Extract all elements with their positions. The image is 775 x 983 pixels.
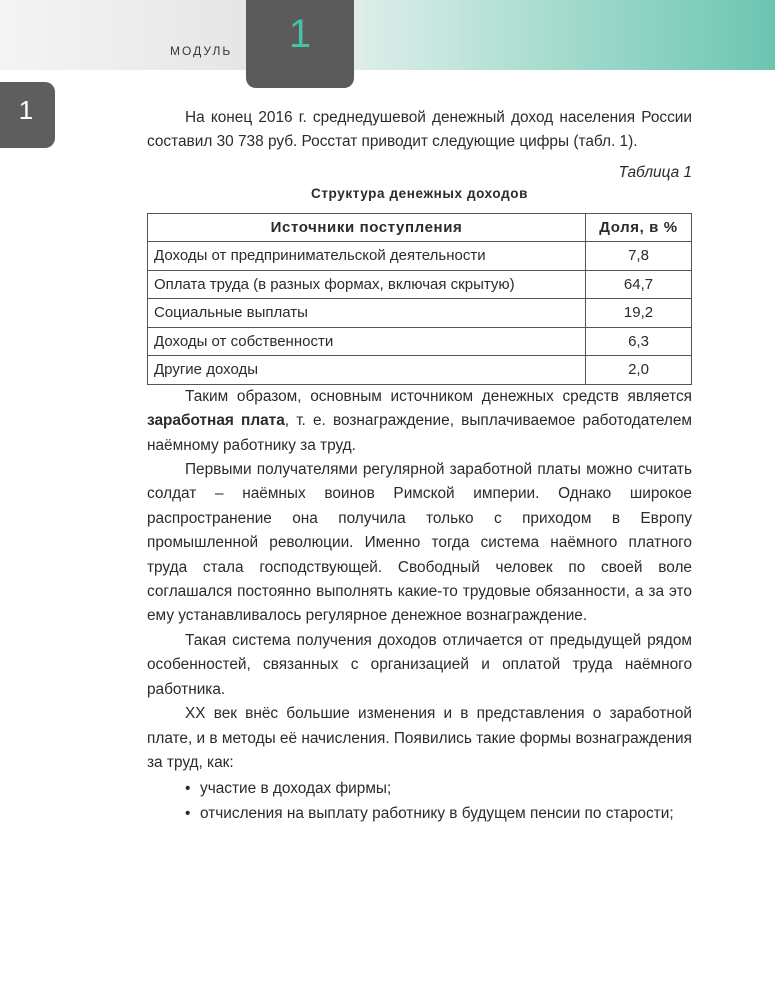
salary-paragraph-start: Таким образом, основным источником денежных средств является	[185, 387, 692, 405]
payment-forms-list	[185, 777, 692, 826]
table-row	[148, 299, 692, 328]
module-number: 1	[288, 12, 312, 56]
table-label: Таблица 1	[618, 163, 692, 181]
list-item: • отчисления на выплату работнику в будущем пенсии по старости;	[185, 802, 692, 826]
intro-paragraph: На конец 2016 г. среднедушевой денежный доход населения России составил 30 738 руб. Росстат приводит следующие цифры (табл. 1).	[147, 109, 692, 151]
header-band	[0, 0, 775, 70]
cell-source: Оплата труда (в разных формах, включая скрытую)	[148, 270, 586, 299]
list-item: • участие в доходах фирмы;	[185, 777, 692, 801]
salary-paragraph	[147, 385, 692, 458]
cell-share: 64,7	[586, 270, 692, 299]
table-row	[148, 327, 692, 356]
cell-share: 6,3	[586, 327, 692, 356]
table-row	[148, 242, 692, 271]
cell-source: Доходы от собственности	[148, 327, 586, 356]
cell-source: Доходы от предпринимательской деятельности	[148, 242, 586, 271]
twentieth-century-paragraph: XX век внёс большие изменения и в представления о заработной плате, и в методы её начисления. Появились такие формы вознаграждения за труд, как:	[147, 705, 692, 771]
table-row	[148, 356, 692, 385]
history-paragraph: Первыми получателями регулярной заработной платы можно считать солдат – наёмных воинов Римской империи. Однако широкое распространение она получила только с приходом в Европу промышленной революции. Именно тогда система наёмного платного труда стала господствующей. Свободный человек по своей воле соглашался постоянно выполнять какие-то трудовые обязанности, а за это ему устанавливалось регулярное денежное вознаграждение.	[147, 461, 692, 625]
salary-term: заработная плата	[147, 412, 285, 430]
income-table	[147, 213, 692, 385]
page-content	[147, 106, 692, 826]
table-row	[148, 270, 692, 299]
cell-source: Другие доходы	[148, 356, 586, 385]
column-header-share: Доля, в %	[586, 213, 692, 242]
column-header-source: Источники поступления	[148, 213, 586, 242]
side-page-tab	[0, 82, 55, 148]
cell-share: 2,0	[586, 356, 692, 385]
cell-share: 19,2	[586, 299, 692, 328]
table-header-row	[148, 213, 692, 242]
table-title: Структура денежных доходов	[311, 185, 528, 201]
salary-paragraph-end: , т. е. вознаграждение, выплачиваемое работодателем наёмному работнику за труд.	[147, 412, 693, 454]
side-tab-number: 1	[18, 95, 34, 125]
module-number-box	[246, 0, 354, 88]
cell-source: Социальные выплаты	[148, 299, 586, 328]
cell-share: 7,8	[586, 242, 692, 271]
module-label: МОДУЛЬ	[170, 44, 233, 58]
system-paragraph: Такая система получения доходов отличается от предыдущей рядом особенностей, связанных с организацией и оплатой труда наёмного работника.	[147, 631, 692, 698]
